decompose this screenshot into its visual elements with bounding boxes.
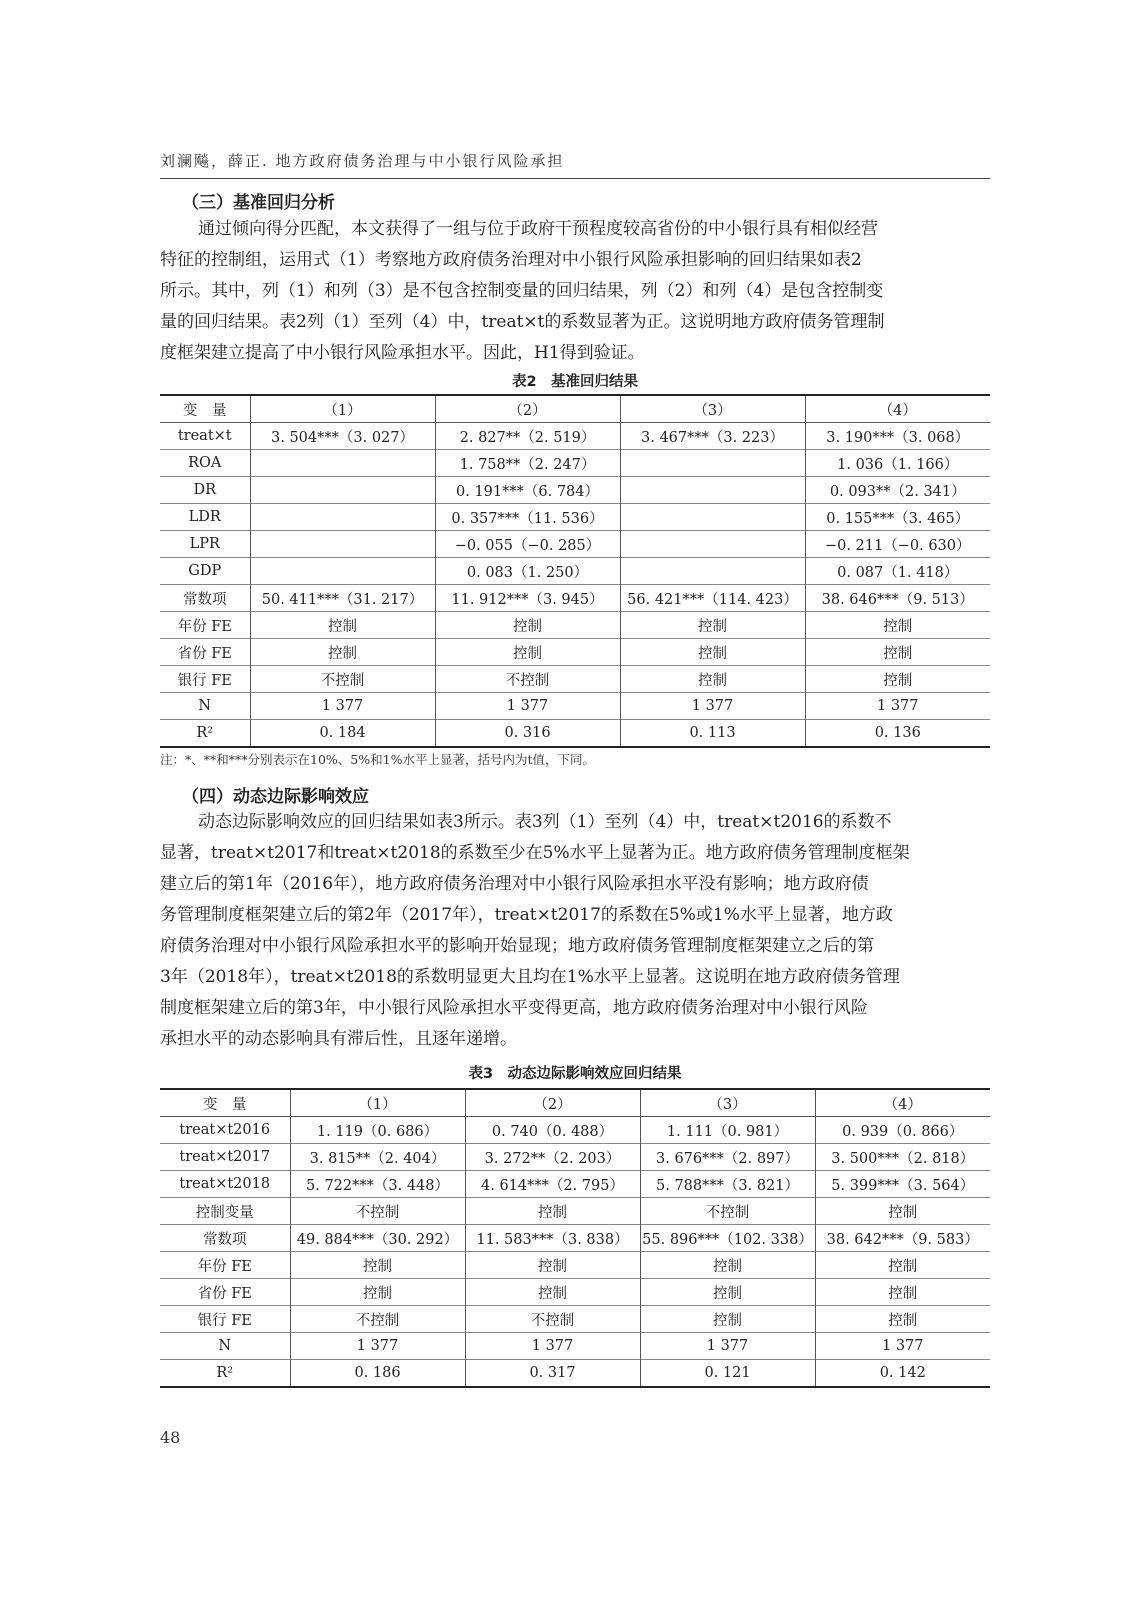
paragraph-line: 所示。其中，列（1）和列（3）是不包含控制变量的回归结果，列（2）和列（4）是包含控制变 <box>160 281 884 301</box>
table-row <box>160 1333 990 1360</box>
paragraph-line: 务管理制度框架建立后的第2年（2017年），treat×t2017的系数在5%或1%水平上显著，地方政 <box>160 905 893 925</box>
row-label-cell: 省份 FE <box>177 645 232 662</box>
table-row <box>160 1144 990 1171</box>
table-row <box>160 1306 990 1333</box>
table-cell: 0. 113 <box>620 720 805 748</box>
table-row <box>160 1252 990 1279</box>
row-label-cell: R² <box>216 1365 234 1381</box>
table-cell: 1 377 <box>465 1333 640 1360</box>
table-cell: 控制 <box>465 1252 640 1279</box>
table-cell: 0. 740（0. 488） <box>465 1117 640 1144</box>
table-cell: 控制 <box>290 1252 465 1279</box>
table-cell: 2. 827**（2. 519） <box>435 423 620 450</box>
table-cell: 控制 <box>640 1279 815 1306</box>
table-row <box>160 585 990 612</box>
table-cell: 11. 912***（3. 945） <box>435 585 620 612</box>
table-cell <box>620 477 805 504</box>
paragraph-line: 府债务治理对中小银行风险承担水平的影响开始显现；地方政府债务管理制度框架建立之后的第 <box>160 936 874 956</box>
header-cell: （4） <box>815 1089 990 1117</box>
table-cell: 1. 119（0. 686） <box>290 1117 465 1144</box>
table-cell: 0. 186 <box>290 1360 465 1388</box>
table-cell: −0. 211（−0. 630） <box>805 531 990 558</box>
row-label-cell: ROA <box>188 455 222 471</box>
header-cell: （1） <box>250 395 435 423</box>
table-cell: 0. 121 <box>640 1360 815 1388</box>
table-cell: 5. 399***（3. 564） <box>815 1171 990 1198</box>
table-cell: 控制 <box>465 1279 640 1306</box>
table-cell: 0. 317 <box>465 1360 640 1388</box>
row-label-cell: 银行 FE <box>177 672 232 689</box>
row-label-cell: 银行 FE <box>197 1312 252 1329</box>
table-cell: 1 377 <box>640 1333 815 1360</box>
table-cell <box>620 531 805 558</box>
running-head: 刘澜飚，薛正. 地方政府债务治理与中小银行风险承担 <box>160 150 990 179</box>
table2-body <box>160 423 990 748</box>
table-cell: 1 377 <box>815 1333 990 1360</box>
table-cell: 0. 087（1. 418） <box>805 558 990 585</box>
table-cell <box>250 477 435 504</box>
paragraph-line: 特征的控制组，运用式（1）考察地方政府债务治理对中小银行风险承担影响的回归结果如表2 <box>160 250 862 270</box>
table-cell: 1 377 <box>250 693 435 720</box>
table-cell: 不控制 <box>465 1306 640 1333</box>
table-cell: 控制 <box>435 612 620 639</box>
table-cell <box>250 504 435 531</box>
table-cell: 11. 583***（3. 838） <box>465 1225 640 1252</box>
row-label-cell: 常数项 <box>203 1231 247 1248</box>
table-cell: 1 377 <box>620 693 805 720</box>
table-cell: −0. 055（−0. 285） <box>435 531 620 558</box>
table-cell: 3. 467***（3. 223） <box>620 423 805 450</box>
table-cell: 控制 <box>250 639 435 666</box>
row-label-cell: 省份 FE <box>197 1285 252 1302</box>
table-cell: 3. 272**（2. 203） <box>465 1144 640 1171</box>
table-row <box>160 558 990 585</box>
row-label-cell: treat×t2017 <box>179 1149 271 1165</box>
table-row <box>160 1171 990 1198</box>
table-cell: 0. 184 <box>250 720 435 748</box>
table-cell: 控制 <box>290 1279 465 1306</box>
table-cell: 控制 <box>465 1198 640 1225</box>
table-cell: 38. 642***（9. 583） <box>815 1225 990 1252</box>
table-cell <box>250 558 435 585</box>
table2-note: 注：*、**和***分别表示在10%、5%和1%水平上显著，括号内为t值，下同。 <box>160 752 595 767</box>
table-row <box>160 639 990 666</box>
paragraph-baseline <box>160 214 990 369</box>
table-cell <box>620 504 805 531</box>
table-cell: 0. 155***（3. 465） <box>805 504 990 531</box>
row-label-cell: N <box>198 698 212 714</box>
table-cell: 5. 722***（3. 448） <box>290 1171 465 1198</box>
page-number: 48 <box>160 1428 181 1447</box>
table-cell: 0. 357***（11. 536） <box>435 504 620 531</box>
row-label-cell: 年份 FE <box>197 1258 252 1275</box>
table-cell <box>620 558 805 585</box>
table-cell: 55. 896***（102. 338） <box>640 1225 815 1252</box>
table3-body <box>160 1117 990 1388</box>
table-row <box>160 504 990 531</box>
table-cell: 控制 <box>815 1252 990 1279</box>
row-label-cell: treat×t2016 <box>179 1122 271 1138</box>
paragraph-line: 建立后的第1年（2016年），地方政府债务治理对中小银行风险承担水平没有影响；地方政府债 <box>160 874 869 894</box>
paragraph-dynamic <box>160 807 990 1055</box>
header-cell: 变 量 <box>183 402 227 419</box>
row-label-cell: treat×t2018 <box>179 1176 271 1192</box>
table-cell: 3. 504***（3. 027） <box>250 423 435 450</box>
table-cell: 控制 <box>620 612 805 639</box>
table-row <box>160 531 990 558</box>
table-row <box>160 693 990 720</box>
table-header-row <box>160 1089 990 1117</box>
paragraph-line: 承担水平的动态影响具有滞后性，且逐年递增。 <box>160 1029 517 1049</box>
row-label-cell: DR <box>193 482 217 498</box>
table-cell: 控制 <box>435 639 620 666</box>
table-row <box>160 720 990 748</box>
table-cell: 控制 <box>640 1306 815 1333</box>
table-row <box>160 1360 990 1388</box>
table2 <box>160 394 990 748</box>
table-cell: 不控制 <box>640 1198 815 1225</box>
table-cell: 3. 190***（3. 068） <box>805 423 990 450</box>
table-cell: 1. 758**（2. 247） <box>435 450 620 477</box>
table-cell: 控制 <box>250 612 435 639</box>
row-label-cell: treat×t <box>177 428 232 444</box>
table-cell: 控制 <box>640 1252 815 1279</box>
table-row <box>160 1279 990 1306</box>
table-cell: 49. 884***（30. 292） <box>290 1225 465 1252</box>
row-label-cell: N <box>218 1338 232 1354</box>
header-cell: （3） <box>620 395 805 423</box>
table-row <box>160 477 990 504</box>
table-cell <box>620 450 805 477</box>
table-cell: 控制 <box>815 1279 990 1306</box>
table-cell: 控制 <box>620 666 805 693</box>
table3 <box>160 1088 990 1388</box>
header-cell: （4） <box>805 395 990 423</box>
table-cell: 38. 646***（9. 513） <box>805 585 990 612</box>
table-cell: 控制 <box>805 666 990 693</box>
table-cell: 控制 <box>620 639 805 666</box>
table-cell: 0. 083（1. 250） <box>435 558 620 585</box>
table-row <box>160 612 990 639</box>
header-cell: （2） <box>465 1089 640 1117</box>
table-cell: 1. 111（0. 981） <box>640 1117 815 1144</box>
section-heading-baseline: （三）基准回归分析 <box>182 193 335 213</box>
table-cell: 1. 036（1. 166） <box>805 450 990 477</box>
row-label-cell: LPR <box>189 536 220 552</box>
header-cell: （1） <box>290 1089 465 1117</box>
table-cell: 不控制 <box>290 1198 465 1225</box>
row-label-cell: 常数项 <box>183 591 227 608</box>
table-cell: 3. 676***（2. 897） <box>640 1144 815 1171</box>
table-cell: 控制 <box>805 612 990 639</box>
header-cell: （3） <box>640 1089 815 1117</box>
paragraph-line: 显著，treat×t2017和treat×t2018的系数至少在5%水平上显著为正。地方政府债务管理制度框架 <box>160 843 910 863</box>
table-cell: 控制 <box>805 639 990 666</box>
table-cell: 控制 <box>815 1198 990 1225</box>
table-row <box>160 666 990 693</box>
table-cell: 0. 316 <box>435 720 620 748</box>
table2-caption: 表2 基准回归结果 <box>511 374 639 390</box>
table-header-row <box>160 395 990 423</box>
row-label-cell: GDP <box>188 563 222 579</box>
row-label-cell: LDR <box>188 509 221 525</box>
header-cell: （2） <box>435 395 620 423</box>
table-cell: 0. 939（0. 866） <box>815 1117 990 1144</box>
row-label-cell: R² <box>196 725 214 741</box>
table-cell: 0. 136 <box>805 720 990 748</box>
table-cell: 0. 142 <box>815 1360 990 1388</box>
table-cell: 不控制 <box>290 1306 465 1333</box>
paragraph-line: 度框架建立提高了中小银行风险承担水平。因此，H1得到验证。 <box>160 343 645 363</box>
table-cell: 不控制 <box>250 666 435 693</box>
table-cell: 50. 411***（31. 217） <box>250 585 435 612</box>
table-cell: 1 377 <box>805 693 990 720</box>
paragraph-line: 通过倾向得分匹配，本文获得了一组与位于政府干预程度较高省份的中小银行具有相似经营 <box>198 219 878 239</box>
table-row <box>160 1225 990 1252</box>
paragraph-line: 制度框架建立后的第3年，中小银行风险承担水平变得更高，地方政府债务治理对中小银行风险 <box>160 998 868 1018</box>
table-row <box>160 1198 990 1225</box>
header-cell: 变 量 <box>203 1096 247 1113</box>
table-cell: 3. 815**（2. 404） <box>290 1144 465 1171</box>
table-cell <box>250 450 435 477</box>
table-cell: 5. 788***（3. 821） <box>640 1171 815 1198</box>
section-heading-dynamic: （四）动态边际影响效应 <box>182 787 369 807</box>
table-row <box>160 423 990 450</box>
table-cell: 0. 093**（2. 341） <box>805 477 990 504</box>
table-cell: 控制 <box>815 1306 990 1333</box>
table-cell: 56. 421***（114. 423） <box>620 585 805 612</box>
table-cell: 3. 500***（2. 818） <box>815 1144 990 1171</box>
table-cell: 1 377 <box>435 693 620 720</box>
table-row <box>160 450 990 477</box>
table3-caption: 表3 动态边际影响效应回归结果 <box>468 1066 682 1082</box>
row-label-cell: 年份 FE <box>177 618 232 635</box>
paragraph-line: 动态边际影响效应的回归结果如表3所示。表3列（1）至列（4）中，treat×t2016的系数不 <box>198 812 892 832</box>
table-cell <box>250 531 435 558</box>
table-cell: 0. 191***（6. 784） <box>435 477 620 504</box>
table-cell: 1 377 <box>290 1333 465 1360</box>
table-cell: 不控制 <box>435 666 620 693</box>
table-row <box>160 1117 990 1144</box>
row-label-cell: 控制变量 <box>195 1204 254 1221</box>
paragraph-line: 量的回归结果。表2列（1）至列（4）中，treat×t的系数显著为正。这说明地方政府债务管理制 <box>160 312 885 332</box>
paragraph-line: 3年（2018年），treat×t2018的系数明显更大且均在1%水平上显著。这说明在地方政府债务管理 <box>160 967 900 987</box>
table-cell: 4. 614***（2. 795） <box>465 1171 640 1198</box>
